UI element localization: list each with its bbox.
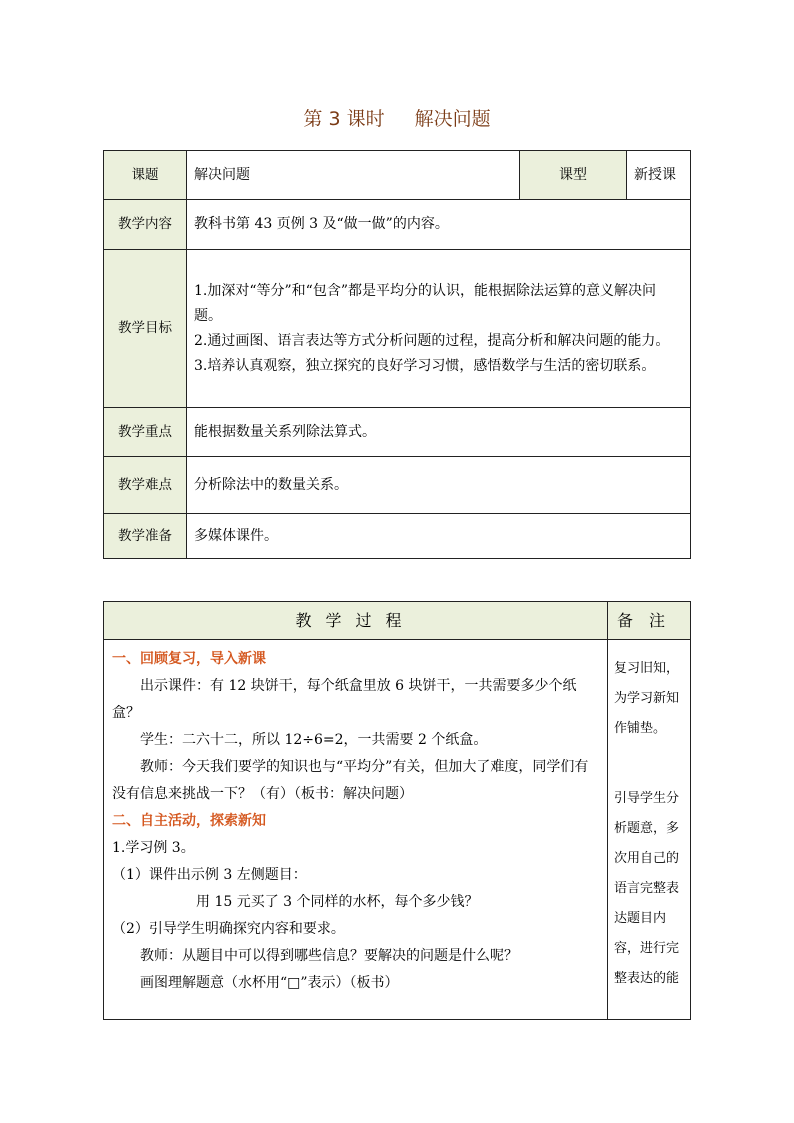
content-label: 教学内容 <box>104 200 187 250</box>
s1-paragraph: 教师：今天我们要学的知识也与“平均分”有关，但加大了难度，同学们有没有信息来挑战一下？（有）（板书：解决问题） <box>112 759 589 802</box>
page-title <box>0 104 794 131</box>
goals-label: 教学目标 <box>104 250 187 408</box>
s2-line: （2）引导学生明确探究内容和要求。 <box>112 921 345 937</box>
content-value: 教科书第 43 页例 3 及“做一做”的内容。 <box>187 200 691 250</box>
key-value: 能根据数量关系列除法算式。 <box>187 408 691 457</box>
goals-row <box>104 250 691 408</box>
s1-paragraph: 学生：二六十二，所以 12÷6=2，一共需要 2 个纸盒。 <box>140 732 488 748</box>
topic-row <box>104 151 691 200</box>
goal-item: 2.通过画图、语言表达等方式分析问题的过程，提高分析和解决问题的能力。 <box>194 332 670 349</box>
type-value: 新授课 <box>627 151 691 200</box>
note-item: 引导学生分析题意，多次用自己的语言完整表达题目内容，进行完整表达的能 <box>614 791 680 986</box>
lesson-number: 第 3 课时 <box>303 108 385 130</box>
lesson-topic: 解决问题 <box>414 108 491 130</box>
section2-title: 二、自主活动，探索新知 <box>112 813 266 829</box>
s2-line: 教师：从题目中可以得到哪些信息？要解决的问题是什么呢？ <box>140 948 518 964</box>
s2-line: （1）课件出示例 3 左侧题目： <box>112 867 307 883</box>
key-label: 教学重点 <box>104 408 187 457</box>
difficulty-row <box>104 457 691 514</box>
section1-title: 一、回顾复习，导入新课 <box>112 651 266 667</box>
process-notes <box>608 640 691 1020</box>
note-item: 复习旧知，为学习新知作铺垫。 <box>614 661 680 736</box>
difficulty-label: 教学难点 <box>104 457 187 514</box>
goal-item: 1.加深对“等分”和“包含”都是平均分的认识，能根据除法运算的意义解决问题。 <box>194 282 656 324</box>
goal-item: 3.培养认真观察，独立探究的良好学习习惯，感悟数学与生活的密切联系。 <box>194 357 656 374</box>
lesson-info-table <box>103 150 691 559</box>
topic-value: 解决问题 <box>187 151 520 200</box>
teaching-process-table <box>103 601 691 1020</box>
process-header-row <box>104 602 691 640</box>
difficulty-value: 分析除法中的数量关系。 <box>187 457 691 514</box>
s1-paragraph: 出示课件：有 12 块饼干，每个纸盒里放 6 块饼干，一共需要多少个纸盒？ <box>112 678 577 721</box>
s2-line: 1.学习例 3。 <box>112 840 195 856</box>
s2-line: 用 15 元买了 3 个同样的水杯，每个多少钱？ <box>196 894 479 910</box>
content-row <box>104 200 691 250</box>
notes-header: 备注 <box>608 602 691 640</box>
process-content <box>104 640 608 1020</box>
prep-label: 教学准备 <box>104 514 187 559</box>
goals-value <box>187 250 691 408</box>
key-row <box>104 408 691 457</box>
prep-value: 多媒体课件。 <box>187 514 691 559</box>
type-label: 课型 <box>520 151 627 200</box>
process-header: 教学过程 <box>104 602 608 640</box>
prep-row <box>104 514 691 559</box>
topic-label: 课题 <box>104 151 187 200</box>
process-body-row <box>104 640 691 1020</box>
s2-line: 画图理解题意（水杯用“□”表示）（板书） <box>140 975 399 991</box>
